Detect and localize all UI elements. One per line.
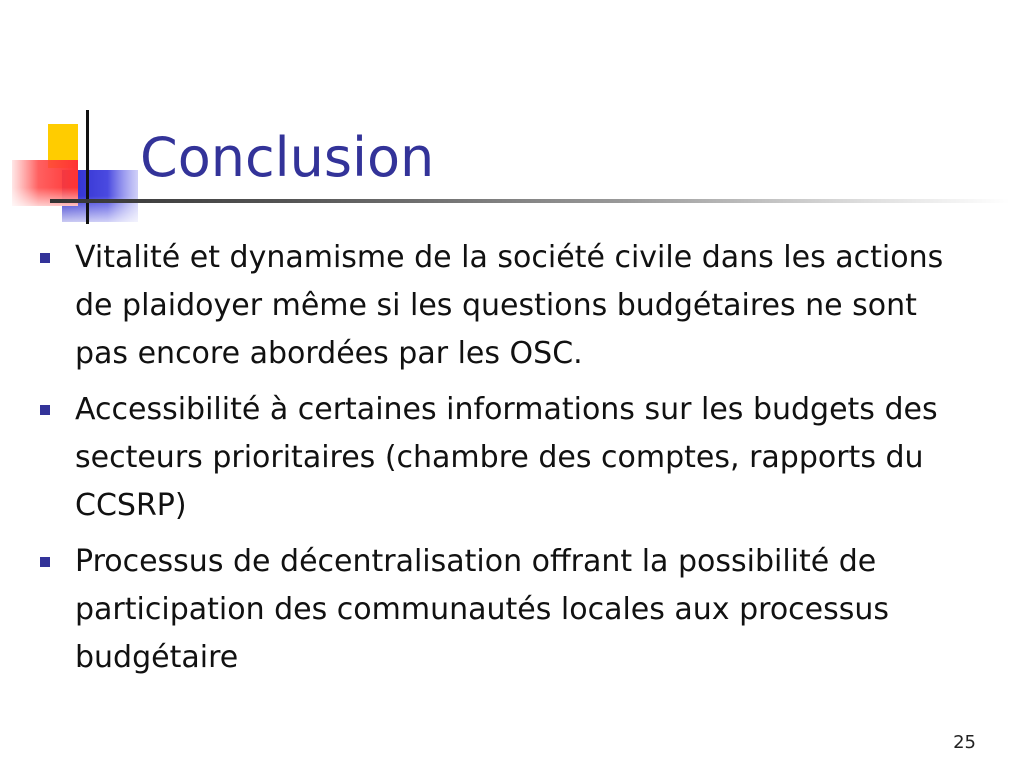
page-number: 25	[953, 732, 976, 753]
color-squares-logo-icon	[0, 0, 140, 230]
square-bullet-icon	[40, 405, 50, 415]
bullet-text: Vitalité et dynamisme de la société civile dans les actions de plaidoyer même si les questions budgétaires ne sont pas encore abordées par les OSC.	[75, 240, 944, 371]
slide-title: Conclusion	[140, 126, 435, 189]
square-bullet-icon	[40, 253, 50, 263]
bullet-text: Accessibilité à certaines informations sur les budgets des secteurs prioritaires (chambre des comptes, rapports du CCSRP)	[75, 392, 938, 523]
bullet-text: Processus de décentralisation offrant la possibilité de participation des communautés locales aux processus budgétaire	[75, 544, 890, 675]
square-bullet-icon	[40, 557, 50, 567]
bullet-item	[0, 234, 955, 378]
bullet-item	[0, 538, 955, 682]
bullet-item	[0, 386, 955, 530]
bullet-list	[0, 234, 1024, 690]
title-underline	[50, 199, 1010, 203]
